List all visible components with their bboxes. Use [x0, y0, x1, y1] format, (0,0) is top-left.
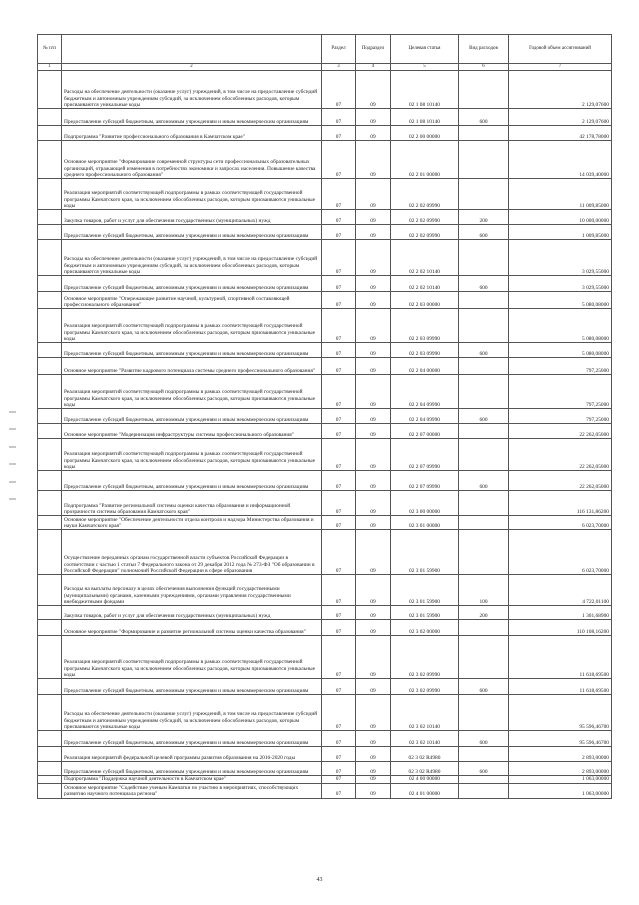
row-subsection-cell: 09 [356, 240, 391, 276]
row-no-cell [38, 575, 62, 606]
table-row [38, 179, 612, 210]
row-no-cell [38, 471, 62, 491]
row-section-cell: 07 [322, 471, 356, 491]
row-expense-cell: 600 [459, 679, 509, 695]
row-target-cell: 02 2 02 10140 [391, 276, 459, 292]
table-row [38, 424, 612, 439]
row-target-cell: 02 3 00 00000 [391, 491, 459, 516]
row-no-cell [38, 309, 62, 343]
row-no-cell [38, 126, 62, 141]
row-subsection-cell: 09 [356, 776, 391, 783]
row-amount-cell: 2 893,00000 [509, 747, 612, 762]
table-row [38, 606, 612, 620]
row-subsection-cell: 09 [356, 679, 391, 695]
table-header-row [38, 35, 612, 64]
table-row [38, 71, 612, 109]
header-no: № п/п [38, 35, 62, 64]
row-section-cell: 07 [322, 620, 356, 636]
row-expense-cell: 600 [459, 471, 509, 491]
row-section-cell: 07 [322, 695, 356, 731]
row-no-cell [38, 409, 62, 424]
row-section-cell: 07 [322, 783, 356, 798]
row-section-cell: 07 [322, 516, 356, 530]
row-name-cell: Предоставление субсидий бюджетным, автономным учреждениям и иным некоммерческим организациям [62, 343, 322, 358]
row-subsection-cell: 09 [356, 783, 391, 798]
row-subsection-cell: 09 [356, 439, 391, 471]
column-index: 6 [459, 64, 509, 71]
row-expense-cell: 600 [459, 409, 509, 424]
row-section-cell: 07 [322, 762, 356, 776]
row-amount-cell: 11 009,85000 [509, 179, 612, 210]
row-section-cell: 07 [322, 491, 356, 516]
row-no-cell [38, 731, 62, 747]
row-no-cell [38, 179, 62, 210]
row-section-cell: 07 [322, 210, 356, 225]
row-no-cell [38, 375, 62, 409]
row-expense-cell: 600 [459, 109, 509, 126]
row-section-cell: 07 [322, 240, 356, 276]
table-row [38, 409, 612, 424]
table-row [38, 240, 612, 276]
row-expense-cell [459, 439, 509, 471]
row-target-cell: 02 2 02 09990 [391, 225, 459, 240]
table-row [38, 225, 612, 240]
row-no-cell [38, 606, 62, 620]
row-target-cell: 02 3 01 59900 [391, 530, 459, 575]
column-index: 5 [391, 64, 459, 71]
row-section-cell: 07 [322, 358, 356, 375]
table-row [38, 109, 612, 126]
table-row [38, 636, 612, 679]
table-row [38, 292, 612, 309]
row-expense-cell: 100 [459, 575, 509, 606]
row-no-cell [38, 424, 62, 439]
row-expense-cell [459, 240, 509, 276]
row-amount-cell: 22 262,05000 [509, 424, 612, 439]
row-subsection-cell: 09 [356, 109, 391, 126]
row-subsection-cell: 09 [356, 225, 391, 240]
row-expense-cell [459, 309, 509, 343]
row-no-cell [38, 636, 62, 679]
row-no-cell [38, 783, 62, 798]
row-target-cell: 02 2 00 00000 [391, 126, 459, 141]
row-amount-cell: 2 893,00000 [509, 762, 612, 776]
row-subsection-cell: 09 [356, 343, 391, 358]
row-target-cell: 02 2 03 09990 [391, 309, 459, 343]
row-section-cell: 07 [322, 309, 356, 343]
page-number: 43 [316, 877, 323, 883]
row-subsection-cell: 09 [356, 375, 391, 409]
row-amount-cell: 11 618,69500 [509, 636, 612, 679]
table-row [38, 679, 612, 695]
row-expense-cell [459, 530, 509, 575]
row-amount-cell: 797,25000 [509, 409, 612, 424]
row-name-cell: Предоставление субсидий бюджетным, автономным учреждениям и иным некоммерческим организациям [62, 731, 322, 747]
header-subsection: Подраздел [356, 35, 391, 64]
row-target-cell: 02 1 08 10140 [391, 71, 459, 109]
row-expense-cell [459, 179, 509, 210]
table-row [38, 309, 612, 343]
row-no-cell [38, 240, 62, 276]
row-amount-cell: 22 262,05000 [509, 471, 612, 491]
row-amount-cell: 95 596,46700 [509, 731, 612, 747]
row-name-cell: Расходы на обеспечение деятельности (оказание услуг) учреждений, в том числе на предоставление субсидий бюджетным и автономным учреждениям субсидий, за исключением обособленных расходов, которым присваиваются уникальные коды [62, 71, 322, 109]
table-row [38, 126, 612, 141]
row-expense-cell [459, 620, 509, 636]
row-no-cell [38, 516, 62, 530]
row-no-cell [38, 358, 62, 375]
table-row [38, 141, 612, 179]
table-row [38, 516, 612, 530]
table-row [38, 276, 612, 292]
row-subsection-cell: 09 [356, 530, 391, 575]
row-name-cell: Основное мероприятие "Развитие кадрового потенциала системы среднего профессионального образования" [62, 358, 322, 375]
margin-stamp-marks [4, 403, 20, 508]
header-name [62, 35, 322, 64]
row-section-cell: 07 [322, 276, 356, 292]
row-target-cell: 02 3 01 59900 [391, 575, 459, 606]
row-no-cell [38, 109, 62, 126]
row-name-cell: Закупка товаров, работ и услуг для обеспечения государственных (муниципальных) нужд [62, 606, 322, 620]
row-name-cell: Основное мероприятие "Формирование и развитие региональной системы оценки качества образования" [62, 620, 322, 636]
table-row [38, 620, 612, 636]
row-target-cell: 02 3 02 R4980 [391, 762, 459, 776]
row-target-cell: 02 3 02 00000 [391, 620, 459, 636]
row-amount-cell: 22 262,05000 [509, 439, 612, 471]
row-name-cell: Предоставление субсидий бюджетным, автономным учреждениям и иным некоммерческим организациям [62, 276, 322, 292]
row-subsection-cell: 09 [356, 471, 391, 491]
row-amount-cell: 1 063,00000 [509, 776, 612, 783]
row-amount-cell: 1 301,68900 [509, 606, 612, 620]
row-target-cell: 02 2 04 09990 [391, 409, 459, 424]
row-subsection-cell: 09 [356, 358, 391, 375]
row-name-cell: Закупка товаров, работ и услуг для обеспечения государственных (муниципальных) нужд [62, 210, 322, 225]
row-target-cell: 02 3 01 59900 [391, 606, 459, 620]
row-subsection-cell: 09 [356, 731, 391, 747]
row-amount-cell: 95 596,46700 [509, 695, 612, 731]
row-no-cell [38, 776, 62, 783]
row-amount-cell: 1 009,85000 [509, 225, 612, 240]
table-row [38, 731, 612, 747]
row-name-cell: Реализация мероприятий соответствующей подпрограммы в рамках соответствующей государственной программы Камчатского края, за исключением обособленных расходов, которым присваиваются уникальные коды [62, 309, 322, 343]
row-name-cell: Расходы на обеспечение деятельности (оказание услуг) учреждений, в том числе на предоставление субсидий бюджетным и автономным учреждениям субсидий, за исключением обособленных расходов, которым присваиваются уникальные коды [62, 240, 322, 276]
row-name-cell: Основное мероприятие "Опережающее развитие научной, культурной, спортивной составляющей профессионального образования" [62, 292, 322, 309]
row-subsection-cell: 09 [356, 292, 391, 309]
table-row [38, 530, 612, 575]
row-name-cell: Расходы на выплаты персоналу в целях обеспечения выполнения функций государственными (муниципальными) органами, казенными учреждениями, органами управления государственными внебюджетными фондами [62, 575, 322, 606]
row-section-cell: 07 [322, 731, 356, 747]
row-target-cell: 02 2 02 09990 [391, 179, 459, 210]
row-amount-cell: 110 108,16200 [509, 620, 612, 636]
row-expense-cell [459, 358, 509, 375]
row-name-cell: Реализация мероприятий соответствующей подпрограммы в рамках соответствующей государственной программы Камчатского края, за исключением обособленных расходов, которым присваиваются уникальные коды [62, 439, 322, 471]
row-target-cell: 02 2 03 00000 [391, 292, 459, 309]
row-section-cell: 07 [322, 424, 356, 439]
row-section-cell: 07 [322, 375, 356, 409]
row-name-cell: Расходы на обеспечение деятельности (оказание услуг) учреждений, в том числе на предоставление субсидий бюджетным и автономным учреждениям субсидий, за исключением обособленных расходов, которым присваиваются уникальные коды [62, 695, 322, 731]
row-no-cell [38, 679, 62, 695]
row-expense-cell [459, 776, 509, 783]
row-subsection-cell: 09 [356, 636, 391, 679]
row-section-cell: 07 [322, 606, 356, 620]
row-target-cell: 02 3 02 10140 [391, 731, 459, 747]
row-name-cell: Предоставление субсидий бюджетным, автономным учреждениям и иным некоммерческим организациям [62, 109, 322, 126]
row-target-cell: 02 2 07 09990 [391, 439, 459, 471]
row-amount-cell: 5 080,08000 [509, 343, 612, 358]
header-amount: Годовой объем ассигнований [509, 35, 612, 64]
row-amount-cell: 5 080,08000 [509, 309, 612, 343]
row-no-cell [38, 71, 62, 109]
row-section-cell: 07 [322, 439, 356, 471]
row-no-cell [38, 747, 62, 762]
row-amount-cell: 797,25000 [509, 358, 612, 375]
row-name-cell: Основное мероприятие "Содействие ученым Камчатки по участию в мероприятиях, способствующих развитию научного потенциала региона" [62, 783, 322, 798]
row-amount-cell: 4 722,01100 [509, 575, 612, 606]
column-index: 4 [356, 64, 391, 71]
row-amount-cell: 3 029,55000 [509, 240, 612, 276]
row-name-cell: Подпрограмма "Поддержка научной деятельности в Камчатском крае" [62, 776, 322, 783]
row-section-cell: 07 [322, 292, 356, 309]
row-expense-cell [459, 141, 509, 179]
row-name-cell: Подпрограмма "Развитие профессионального образования в Камчатском крае" [62, 126, 322, 141]
row-no-cell [38, 292, 62, 309]
row-section-cell: 07 [322, 409, 356, 424]
row-target-cell: 02 2 02 10140 [391, 240, 459, 276]
row-amount-cell: 116 131,86200 [509, 491, 612, 516]
row-subsection-cell: 09 [356, 126, 391, 141]
row-amount-cell: 2 129,07600 [509, 109, 612, 126]
row-subsection-cell: 09 [356, 210, 391, 225]
row-name-cell: Основное мероприятие "Формирование современной структуры сети профессиональных образовательных организаций, отражающей изменения в потребностях экономики и запросах населения. Повышение качества среднего профессионального образования" [62, 141, 322, 179]
table-row [38, 375, 612, 409]
row-no-cell [38, 762, 62, 776]
row-target-cell: 02 2 02 09990 [391, 210, 459, 225]
row-expense-cell: 600 [459, 225, 509, 240]
row-subsection-cell: 09 [356, 141, 391, 179]
table-row [38, 747, 612, 762]
table-row [38, 776, 612, 783]
row-section-cell: 07 [322, 109, 356, 126]
row-subsection-cell: 09 [356, 409, 391, 424]
row-subsection-cell: 09 [356, 695, 391, 731]
row-section-cell: 07 [322, 141, 356, 179]
row-target-cell: 02 2 07 09990 [391, 471, 459, 491]
row-no-cell [38, 141, 62, 179]
row-name-cell: Предоставление субсидий бюджетным, автономным учреждениям и иным некоммерческим организациям [62, 762, 322, 776]
row-target-cell: 02 3 01 00000 [391, 516, 459, 530]
row-no-cell [38, 225, 62, 240]
row-expense-cell: 200 [459, 210, 509, 225]
row-amount-cell: 2 129,07600 [509, 71, 612, 109]
row-section-cell: 07 [322, 343, 356, 358]
row-expense-cell [459, 71, 509, 109]
row-target-cell: 02 2 04 00000 [391, 358, 459, 375]
row-amount-cell: 6 023,70000 [509, 516, 612, 530]
row-name-cell: Основное мероприятие "Модернизация инфраструктуры системы профессионального образования" [62, 424, 322, 439]
row-target-cell: 02 2 01 00000 [391, 141, 459, 179]
row-target-cell: 02 3 02 10140 [391, 695, 459, 731]
header-target: Целевая статья [391, 35, 459, 64]
table-row [38, 358, 612, 375]
row-expense-cell [459, 292, 509, 309]
row-expense-cell [459, 424, 509, 439]
column-index: 2 [62, 64, 322, 71]
row-expense-cell [459, 126, 509, 141]
row-subsection-cell: 09 [356, 491, 391, 516]
row-section-cell: 07 [322, 126, 356, 141]
row-subsection-cell: 09 [356, 606, 391, 620]
row-no-cell [38, 343, 62, 358]
row-target-cell: 02 2 07 00000 [391, 424, 459, 439]
budget-table [37, 34, 612, 799]
row-section-cell: 07 [322, 71, 356, 109]
row-target-cell: 02 4 01 00000 [391, 783, 459, 798]
row-subsection-cell: 09 [356, 762, 391, 776]
row-amount-cell: 10 000,00000 [509, 210, 612, 225]
table-row [38, 762, 612, 776]
table-row [38, 471, 612, 491]
row-subsection-cell: 09 [356, 424, 391, 439]
table-row [38, 439, 612, 471]
row-expense-cell [459, 783, 509, 798]
header-expense: Вид расходов [459, 35, 509, 64]
row-section-cell: 07 [322, 679, 356, 695]
row-target-cell: 02 2 03 09990 [391, 343, 459, 358]
row-subsection-cell: 09 [356, 179, 391, 210]
row-name-cell: Реализация мероприятий федеральной целевой программы развития образования на 2016-2020 годы [62, 747, 322, 762]
row-target-cell: 02 3 02 R4980 [391, 747, 459, 762]
row-name-cell: Предоставление субсидий бюджетным, автономным учреждениям и иным некоммерческим организациям [62, 409, 322, 424]
row-expense-cell [459, 747, 509, 762]
row-no-cell [38, 695, 62, 731]
row-section-cell: 07 [322, 530, 356, 575]
row-target-cell: 02 1 08 10140 [391, 109, 459, 126]
row-expense-cell: 600 [459, 276, 509, 292]
row-section-cell: 07 [322, 575, 356, 606]
row-expense-cell: 600 [459, 762, 509, 776]
table-row [38, 343, 612, 358]
row-no-cell [38, 530, 62, 575]
table-row [38, 695, 612, 731]
row-no-cell [38, 620, 62, 636]
table-row [38, 783, 612, 798]
row-expense-cell: 200 [459, 606, 509, 620]
row-subsection-cell: 09 [356, 309, 391, 343]
row-expense-cell [459, 636, 509, 679]
row-section-cell: 07 [322, 747, 356, 762]
row-no-cell [38, 491, 62, 516]
row-amount-cell: 42 178,78000 [509, 126, 612, 141]
row-section-cell: 07 [322, 776, 356, 783]
row-expense-cell [459, 695, 509, 731]
row-name-cell: Предоставление субсидий бюджетным, автономным учреждениям и иным некоммерческим организациям [62, 679, 322, 695]
row-subsection-cell: 09 [356, 620, 391, 636]
row-amount-cell: 1 063,00000 [509, 783, 612, 798]
row-no-cell [38, 210, 62, 225]
table-row [38, 210, 612, 225]
row-expense-cell [459, 516, 509, 530]
row-amount-cell: 14 039,40000 [509, 141, 612, 179]
row-target-cell: 02 3 02 09990 [391, 679, 459, 695]
column-index: 3 [322, 64, 356, 71]
row-name-cell: Осуществление переданных органам государственной власти субъектов Российской Федерации в соответствии с частью 1 статьи 7 Федерального закона от 29 декабря 2012 года № 273-ФЗ "Об образовании в Российской Федерации" полномочий Российской Федерации в сфере образования [62, 530, 322, 575]
row-subsection-cell: 09 [356, 276, 391, 292]
row-section-cell: 07 [322, 225, 356, 240]
row-amount-cell: 797,25000 [509, 375, 612, 409]
column-index: 1 [38, 64, 62, 71]
row-section-cell: 07 [322, 179, 356, 210]
row-name-cell: Предоставление субсидий бюджетным, автономным учреждениям и иным некоммерческим организациям [62, 471, 322, 491]
column-index: 7 [509, 64, 612, 71]
row-expense-cell: 600 [459, 731, 509, 747]
column-index-row [38, 64, 612, 71]
row-subsection-cell: 09 [356, 516, 391, 530]
row-target-cell: 02 4 00 00000 [391, 776, 459, 783]
row-target-cell: 02 2 04 09990 [391, 375, 459, 409]
header-section: Раздел [322, 35, 356, 64]
row-amount-cell: 5 080,08000 [509, 292, 612, 309]
row-amount-cell: 6 023,70000 [509, 530, 612, 575]
row-no-cell [38, 276, 62, 292]
row-name-cell: Подпрограмма "Развитие региональной системы оценки качества образования и информационной прозрачности системы образования Камчатского края" [62, 491, 322, 516]
row-name-cell: Предоставление субсидий бюджетным, автономным учреждениям и иным некоммерческим организациям [62, 225, 322, 240]
row-expense-cell: 600 [459, 343, 509, 358]
row-name-cell: Основное мероприятие "Обеспечение деятельности отдела контроля и надзора Министерства образования и науки Камчатского края" [62, 516, 322, 530]
row-name-cell: Реализация мероприятий соответствующей подпрограммы в рамках соответствующей государственной программы Камчатского края, за исключением обособленных расходов, которым присваиваются уникальные коды [62, 375, 322, 409]
row-no-cell [38, 439, 62, 471]
table-body [38, 71, 612, 798]
table-row [38, 575, 612, 606]
row-amount-cell: 3 029,55000 [509, 276, 612, 292]
row-amount-cell: 11 618,69500 [509, 679, 612, 695]
row-expense-cell [459, 491, 509, 516]
row-section-cell: 07 [322, 636, 356, 679]
table-row [38, 491, 612, 516]
row-target-cell: 02 3 02 09990 [391, 636, 459, 679]
row-name-cell: Реализация мероприятий соответствующей подпрограммы в рамках соответствующей государственной программы Камчатского края, за исключением обособленных расходов, которым присваиваются уникальные коды [62, 636, 322, 679]
row-expense-cell [459, 375, 509, 409]
row-subsection-cell: 09 [356, 71, 391, 109]
row-subsection-cell: 09 [356, 575, 391, 606]
row-subsection-cell: 09 [356, 747, 391, 762]
row-name-cell: Реализация мероприятий соответствующей подпрограммы в рамках соответствующей государственной программы Камчатского края, за исключением обособленных расходов, которым присваиваются уникальные коды [62, 179, 322, 210]
